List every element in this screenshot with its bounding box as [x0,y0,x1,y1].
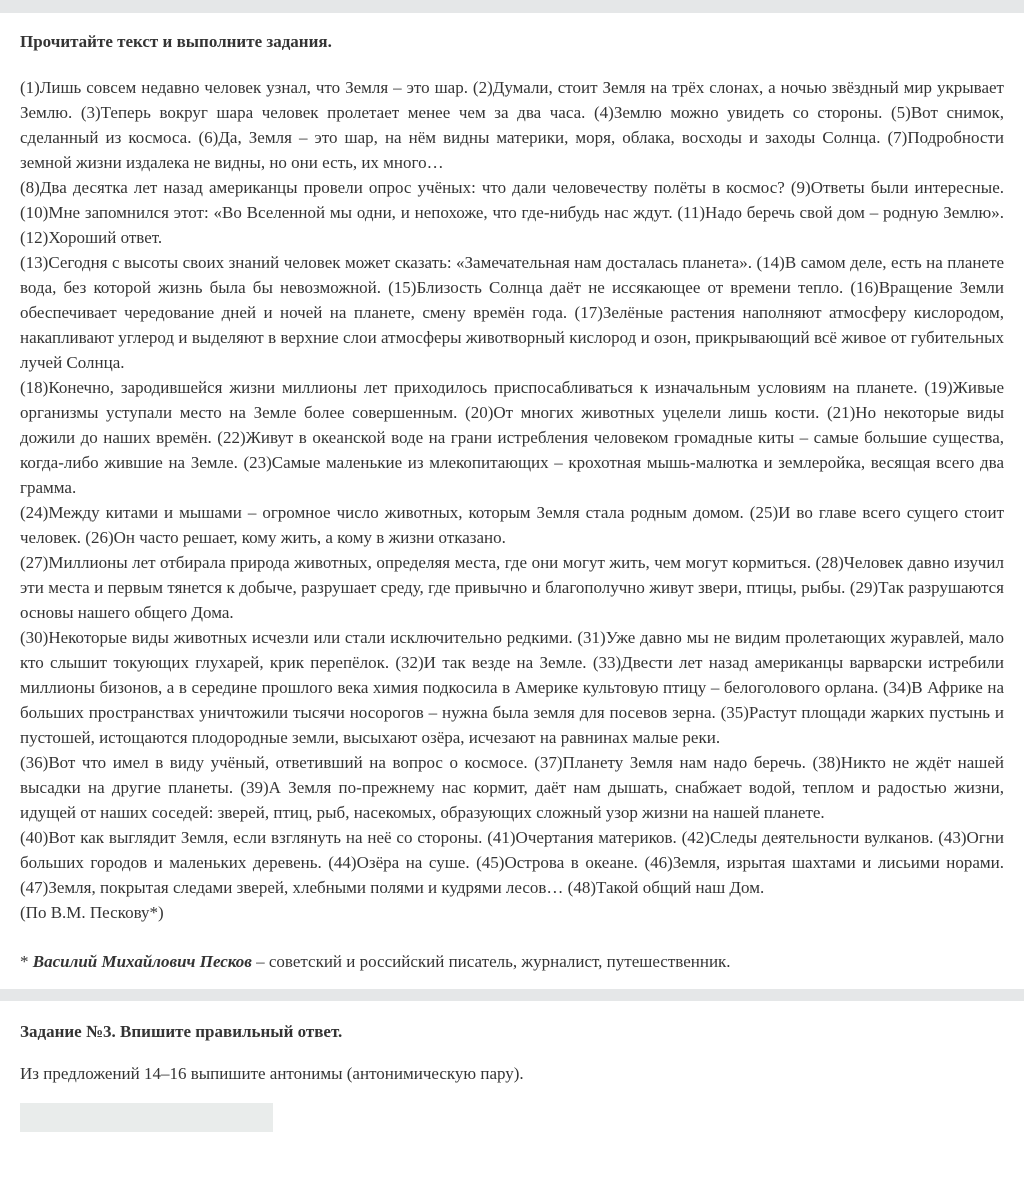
section-divider-bar [0,989,1024,1001]
footnote [20,949,1004,974]
text-paragraph-2: (8)Два десятка лет назад американцы провели опрос учёных: что дали человечеству полёты в космос? (9)Ответы были интересные. (10)Мне запомнился этот: «Во Вселенной мы одни, и непохоже, что где-нибудь нас ждут. (11)Надо беречь свой дом – родную Землю». (12)Хороший ответ. [20,178,1004,247]
text-paragraph-6: (27)Миллионы лет отбирала природа животных, определяя места, где они могут жить, чем могут кормиться. (28)Человек давно изучил эти места и первым тянется к добыче, разрушает среду, где привычно и благополучно живут звери, птицы, рыбы. (29)Так разрушаются основы нашего общего Дома. [20,553,1004,622]
instruction-header: Прочитайте текст и выполните задания. [20,32,332,51]
text-paragraph-8: (36)Вот что имел в виду учёный, ответивший на вопрос о космосе. (37)Планету Земля нам надо беречь. (38)Никто не ждёт нашей высадки на другие планеты. (39)А Земля по-прежнему нас кормит, даёт нам дышать, снабжает водой, теплом и радостью жизни, идущей от наших соседей: зверей, птиц, рыб, насекомых, образующих сложный узор жизни на нашей планете. [20,753,1004,822]
text-paragraph-3: (13)Сегодня с высоты своих знаний человек может сказать: «Замечательная нам досталась планета». (14)В самом деле, есть на планете вода, без которой жизнь была бы невозможной. (15)Близость Солнца даёт не иссякающее от времени тепло. (16)Вращение Земли обеспечивает чередование дней и ночей на планете, смену времён года. (17)Зелёные растения наполняют атмосферу кислородом, накапливают углерод и выделяют в верхние слои атмосферы животворный кислород и озон, прикрывающий всё живое от губительных лучей Солнца. [20,253,1004,372]
answer-input[interactable] [20,1103,273,1132]
top-divider-bar [0,0,1024,13]
task-section [0,1019,1024,1132]
text-paragraph-4: (18)Конечно, зародившейся жизни миллионы лет приходилось приспосабливаться к изначальным условиям на планете. (19)Живые организмы уступали место на Земле более совершенным. (20)От многих животных уцелели лишь кости. (21)Но некоторые виды дожили до наших времён. (22)Живут в океанской воде на грани истребления человеком громадные киты – самые большие существа, когда-либо жившие на Земле. (23)Самые маленькие из млекопитающих – крохотная мышь-малютка и землеройка, весящая всего два грамма. [20,378,1004,497]
text-attribution: (По В.М. Пескову*) [20,903,164,922]
footnote-description: – советский и российский писатель, журналист, путешественник. [251,952,731,971]
bottom-whitespace [0,1132,1024,1178]
text-paragraph-9: (40)Вот как выглядит Земля, если взглянуть на неё со стороны. (41)Очертания материков. (42)Следы деятельности вулканов. (43)Огни больших городов и маленьких деревень. (44)Озёра на суше. (45)Острова в океане. (46)Земля, изрытая шахтами и лисьими норами. (47)Земля, покрытая следами зверей, хлебными полями и кудрями лесов… (48)Такой общий наш Дом. [20,828,1004,897]
reading-text [20,75,1004,925]
text-paragraph-1: (1)Лишь совсем недавно человек узнал, что Земля – это шар. (2)Думали, стоит Земля на трёх слонах, а ночью звёздный мир укрывает Землю. (3)Теперь вокруг шара человек пролетает менее чем за два часа. (4)Землю можно увидеть со стороны. (5)Вот снимок, сделанный из космоса. (6)Да, Земля – это шар, на нём видны материки, моря, облака, восходы и заходы Солнца. (7)Подробности земной жизни издалека не видны, но они есть, их много… [20,78,1004,172]
task-prompt: Из предложений 14–16 выпишите антонимы (антонимическую пару). [20,1064,524,1083]
text-paragraph-5: (24)Между китами и мышами – огромное число животных, которым Земля стала родным домом. (25)И во главе всего сущего стоит человек. (26)Он часто решает, кому жить, а кому в жизни отказано. [20,503,1004,547]
task-title: Задание №3. Впишите правильный ответ. [20,1022,343,1041]
footnote-author: Василий Михайлович Песков [32,952,252,971]
text-paragraph-7: (30)Некоторые виды животных исчезли или стали исключительно редкими. (31)Уже давно мы не видим пролетающих журавлей, мало кто слышит токующих глухарей, крик перепёлок. (32)И так везде на Земле. (33)Двести лет назад американцы варварски истребили миллионы бизонов, а в середине прошлого века химия подкосила в Америке культовую птицу – белоголового орлана. (34)В Африке на больших пространствах уничтожили тысячи носорогов – нужна была земля для посевов зерна. (35)Растут площади жарких пустынь и пустошей, истощаются плодородные земли, высыхают озёра, исчезают на равнинах малые реки. [20,628,1004,747]
reading-section [0,29,1024,974]
footnote-marker: * [20,952,33,971]
